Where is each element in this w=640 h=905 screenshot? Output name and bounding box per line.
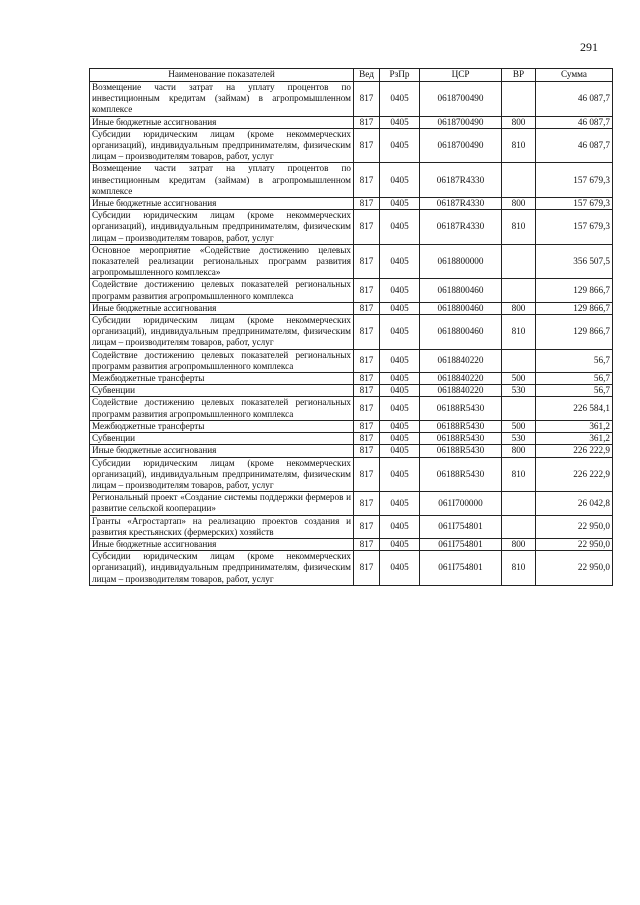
cell-vr: 810 xyxy=(502,551,536,586)
table-row xyxy=(90,279,613,302)
cell-name: Возмещение части затрат на уплату процентов по инвестиционным кредитам (займам) в агропромышленном комплексе xyxy=(90,163,354,198)
table-row xyxy=(90,198,613,210)
cell-csr: 0618800460 xyxy=(420,315,502,350)
cell-vr: 810 xyxy=(502,315,536,350)
cell-csr: 06188R5430 xyxy=(420,457,502,492)
cell-sum: 46 087,7 xyxy=(536,82,613,117)
cell-ved: 817 xyxy=(354,279,380,302)
cell-name: Субсидии юридическим лицам (кроме некоммерческих организаций), индивидуальным предпринимателям, физическим лицам – производителям товаров, работ, услуг xyxy=(90,210,354,245)
table-row xyxy=(90,492,613,515)
cell-sum: 226 584,1 xyxy=(536,397,613,420)
cell-sum: 226 222,9 xyxy=(536,445,613,457)
cell-ved: 817 xyxy=(354,445,380,457)
cell-csr: 06188R5430 xyxy=(420,420,502,432)
cell-name: Иные бюджетные ассигнования xyxy=(90,445,354,457)
cell-sum: 46 087,7 xyxy=(536,128,613,163)
cell-ved: 817 xyxy=(354,82,380,117)
cell-name: Содействие достижению целевых показателей региональных программ развития агропромышленного комплекса xyxy=(90,349,354,372)
cell-name: Межбюджетные трансферты xyxy=(90,373,354,385)
cell-ved: 817 xyxy=(354,515,380,538)
table-row xyxy=(90,210,613,245)
cell-vr: 800 xyxy=(502,302,536,314)
table-row xyxy=(90,397,613,420)
cell-ved: 817 xyxy=(354,538,380,550)
table-row xyxy=(90,128,613,163)
cell-vr: 800 xyxy=(502,198,536,210)
cell-ved: 817 xyxy=(354,302,380,314)
cell-sum: 129 866,7 xyxy=(536,302,613,314)
header-vr: ВР xyxy=(502,69,536,82)
cell-vr: 800 xyxy=(502,116,536,128)
cell-vr xyxy=(502,349,536,372)
cell-name: Субсидии юридическим лицам (кроме некоммерческих организаций), индивидуальным предпринимателям, физическим лицам – производителям товаров, работ, услуг xyxy=(90,551,354,586)
cell-rzpr: 0405 xyxy=(380,457,420,492)
cell-vr xyxy=(502,244,536,279)
cell-rzpr: 0405 xyxy=(380,163,420,198)
cell-rzpr: 0405 xyxy=(380,198,420,210)
table-row xyxy=(90,385,613,397)
table-row xyxy=(90,315,613,350)
cell-csr: 0618800000 xyxy=(420,244,502,279)
cell-csr: 061I700000 xyxy=(420,492,502,515)
cell-sum: 356 507,5 xyxy=(536,244,613,279)
table-body xyxy=(90,82,613,586)
cell-rzpr: 0405 xyxy=(380,397,420,420)
cell-sum: 129 866,7 xyxy=(536,315,613,350)
table-row xyxy=(90,457,613,492)
cell-ved: 817 xyxy=(354,373,380,385)
page-number: 291 xyxy=(580,40,598,54)
header-rzpr: РзПр xyxy=(380,69,420,82)
table-row xyxy=(90,433,613,445)
table-row xyxy=(90,244,613,279)
cell-sum: 157 679,3 xyxy=(536,210,613,245)
cell-csr: 0618700490 xyxy=(420,82,502,117)
cell-csr: 06188R5430 xyxy=(420,433,502,445)
cell-vr: 800 xyxy=(502,538,536,550)
cell-csr: 0618800460 xyxy=(420,279,502,302)
cell-csr: 0618700490 xyxy=(420,128,502,163)
cell-vr: 500 xyxy=(502,420,536,432)
cell-vr xyxy=(502,163,536,198)
cell-csr: 06188R5430 xyxy=(420,397,502,420)
cell-rzpr: 0405 xyxy=(380,373,420,385)
cell-csr: 061I754801 xyxy=(420,551,502,586)
cell-rzpr: 0405 xyxy=(380,492,420,515)
cell-name: Межбюджетные трансферты xyxy=(90,420,354,432)
cell-ved: 817 xyxy=(354,492,380,515)
table-row xyxy=(90,349,613,372)
cell-rzpr: 0405 xyxy=(380,315,420,350)
cell-vr xyxy=(502,515,536,538)
cell-vr: 500 xyxy=(502,373,536,385)
cell-sum: 22 950,0 xyxy=(536,538,613,550)
cell-csr: 06187R4330 xyxy=(420,198,502,210)
cell-name: Возмещение части затрат на уплату процентов по инвестиционным кредитам (займам) в агропромышленном комплексе xyxy=(90,82,354,117)
cell-ved: 817 xyxy=(354,433,380,445)
cell-vr: 810 xyxy=(502,210,536,245)
cell-name: Субсидии юридическим лицам (кроме некоммерческих организаций), индивидуальным предпринимателям, физическим лицам – производителям товаров, работ, услуг xyxy=(90,128,354,163)
cell-name: Субвенции xyxy=(90,433,354,445)
cell-name: Региональный проект «Создание системы поддержки фермеров и развитие сельской кооперации» xyxy=(90,492,354,515)
cell-rzpr: 0405 xyxy=(380,420,420,432)
cell-rzpr: 0405 xyxy=(380,210,420,245)
cell-sum: 26 042,8 xyxy=(536,492,613,515)
cell-vr xyxy=(502,82,536,117)
cell-sum: 22 950,0 xyxy=(536,515,613,538)
cell-ved: 817 xyxy=(354,385,380,397)
cell-sum: 22 950,0 xyxy=(536,551,613,586)
cell-csr: 0618800460 xyxy=(420,302,502,314)
cell-vr: 800 xyxy=(502,445,536,457)
cell-sum: 129 866,7 xyxy=(536,279,613,302)
header-name: Наименование показателей xyxy=(90,69,354,82)
cell-vr xyxy=(502,279,536,302)
cell-ved: 817 xyxy=(354,349,380,372)
cell-sum: 157 679,3 xyxy=(536,163,613,198)
cell-sum: 157 679,3 xyxy=(536,198,613,210)
cell-rzpr: 0405 xyxy=(380,244,420,279)
cell-ved: 817 xyxy=(354,116,380,128)
table-row xyxy=(90,515,613,538)
cell-csr: 0618840220 xyxy=(420,385,502,397)
cell-csr: 0618700490 xyxy=(420,116,502,128)
cell-vr: 530 xyxy=(502,433,536,445)
cell-rzpr: 0405 xyxy=(380,82,420,117)
cell-name: Иные бюджетные ассигнования xyxy=(90,116,354,128)
cell-rzpr: 0405 xyxy=(380,538,420,550)
cell-rzpr: 0405 xyxy=(380,551,420,586)
cell-ved: 817 xyxy=(354,397,380,420)
cell-name: Иные бюджетные ассигнования xyxy=(90,538,354,550)
cell-rzpr: 0405 xyxy=(380,128,420,163)
cell-csr: 061I754801 xyxy=(420,538,502,550)
table-row xyxy=(90,538,613,550)
cell-name: Основное мероприятие «Содействие достижению целевых показателей реализации региональных программ развития агропромышленного комплекса» xyxy=(90,244,354,279)
table-row xyxy=(90,163,613,198)
cell-sum: 56,7 xyxy=(536,349,613,372)
cell-ved: 817 xyxy=(354,210,380,245)
table-row xyxy=(90,420,613,432)
cell-ved: 817 xyxy=(354,420,380,432)
cell-vr xyxy=(502,492,536,515)
cell-sum: 56,7 xyxy=(536,373,613,385)
cell-name: Гранты «Агростартап» на реализацию проектов создания и развития крестьянских (фермерских) хозяйств xyxy=(90,515,354,538)
cell-ved: 817 xyxy=(354,128,380,163)
cell-vr xyxy=(502,397,536,420)
budget-table xyxy=(89,68,613,586)
cell-ved: 817 xyxy=(354,457,380,492)
cell-rzpr: 0405 xyxy=(380,515,420,538)
cell-csr: 06188R5430 xyxy=(420,445,502,457)
cell-vr: 810 xyxy=(502,128,536,163)
cell-name: Субвенции xyxy=(90,385,354,397)
cell-name: Содействие достижению целевых показателей региональных программ развития агропромышленного комплекса xyxy=(90,397,354,420)
cell-sum: 56,7 xyxy=(536,385,613,397)
table-row xyxy=(90,302,613,314)
cell-ved: 817 xyxy=(354,551,380,586)
table-row xyxy=(90,116,613,128)
cell-rzpr: 0405 xyxy=(380,385,420,397)
cell-rzpr: 0405 xyxy=(380,349,420,372)
cell-name: Иные бюджетные ассигнования xyxy=(90,198,354,210)
cell-name: Иные бюджетные ассигнования xyxy=(90,302,354,314)
table-row xyxy=(90,373,613,385)
header-ved: Вед xyxy=(354,69,380,82)
cell-name: Субсидии юридическим лицам (кроме некоммерческих организаций), индивидуальным предпринимателям, физическим лицам – производителям товаров, работ, услуг xyxy=(90,315,354,350)
cell-vr: 810 xyxy=(502,457,536,492)
cell-csr: 0618840220 xyxy=(420,349,502,372)
table-header-row xyxy=(90,69,613,82)
cell-ved: 817 xyxy=(354,244,380,279)
cell-rzpr: 0405 xyxy=(380,279,420,302)
cell-sum: 361,2 xyxy=(536,433,613,445)
cell-sum: 361,2 xyxy=(536,420,613,432)
cell-rzpr: 0405 xyxy=(380,116,420,128)
cell-vr: 530 xyxy=(502,385,536,397)
header-csr: ЦСР xyxy=(420,69,502,82)
header-sum: Сумма xyxy=(536,69,613,82)
cell-csr: 06187R4330 xyxy=(420,210,502,245)
cell-ved: 817 xyxy=(354,315,380,350)
table-row xyxy=(90,82,613,117)
cell-csr: 061I754801 xyxy=(420,515,502,538)
table-row xyxy=(90,445,613,457)
cell-csr: 06187R4330 xyxy=(420,163,502,198)
cell-rzpr: 0405 xyxy=(380,302,420,314)
cell-sum: 226 222,9 xyxy=(536,457,613,492)
cell-sum: 46 087,7 xyxy=(536,116,613,128)
cell-ved: 817 xyxy=(354,198,380,210)
cell-name: Содействие достижению целевых показателей региональных программ развития агропромышленного комплекса xyxy=(90,279,354,302)
table-row xyxy=(90,551,613,586)
cell-rzpr: 0405 xyxy=(380,445,420,457)
cell-csr: 0618840220 xyxy=(420,373,502,385)
cell-ved: 817 xyxy=(354,163,380,198)
cell-rzpr: 0405 xyxy=(380,433,420,445)
cell-name: Субсидии юридическим лицам (кроме некоммерческих организаций), индивидуальным предпринимателям, физическим лицам – производителям товаров, работ, услуг xyxy=(90,457,354,492)
